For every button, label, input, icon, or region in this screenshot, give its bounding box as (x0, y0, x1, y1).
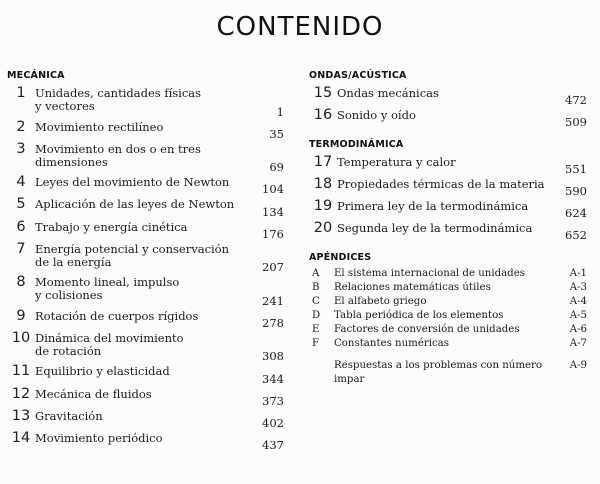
chapter-title-line: de la energía (35, 254, 112, 269)
chapter-title-line: Equilibrio y elasticidad (35, 364, 170, 379)
appendix-letter: B (312, 282, 320, 293)
chapter-number: 15 (313, 85, 333, 101)
chapter-page: 509 (565, 115, 587, 129)
chapter-entry[interactable] (7, 196, 284, 218)
chapter-title-line: Temperatura y calor (337, 155, 456, 169)
chapter-page: 551 (565, 162, 587, 176)
appendix-list (309, 267, 587, 351)
chapter-number: 2 (16, 118, 26, 135)
chapter-title (337, 176, 587, 191)
chapter-entry[interactable] (309, 176, 587, 198)
appendix-page: A-1 (569, 268, 587, 279)
appendix-page: A-4 (569, 296, 587, 307)
chapter-title (337, 220, 587, 235)
chapter-page: 35 (269, 126, 284, 141)
chapter-number: 17 (313, 154, 333, 170)
chapter-number: 3 (16, 140, 26, 157)
chapter-page: 308 (262, 349, 284, 364)
chapter-number: 20 (313, 220, 333, 236)
chapter-page: 590 (565, 184, 587, 198)
chapter-title-line: Leyes del movimiento de Newton (35, 175, 230, 190)
chapter-entry[interactable] (309, 107, 587, 129)
chapter-title (337, 198, 587, 213)
chapter-title (35, 219, 284, 234)
chapter-title (35, 174, 284, 189)
left-column (7, 70, 284, 452)
chapter-title-line: Trabajo y energía cinética (35, 219, 188, 234)
chapter-number: 6 (16, 218, 26, 235)
chapter-number: 9 (16, 307, 26, 324)
chapter-page: 472 (565, 93, 587, 107)
chapter-number: 12 (11, 385, 31, 402)
chapter-entry[interactable] (7, 274, 284, 308)
chapter-title-line: dimensiones (35, 154, 108, 169)
chapter-page: 624 (565, 206, 587, 220)
chapter-entry[interactable] (309, 85, 587, 107)
appendix-title: Factores de conversión de unidades (334, 324, 520, 335)
appendix-entry[interactable] (309, 323, 587, 337)
chapter-title-line: Ondas mecánicas (337, 86, 439, 100)
chapter-number: 5 (16, 196, 26, 213)
chapter-title-line: Movimiento rectilíneo (35, 119, 164, 134)
chapter-entry[interactable] (309, 220, 587, 242)
chapter-number: 10 (11, 329, 31, 346)
chapter-entry[interactable] (7, 330, 284, 364)
chapter-title (35, 330, 284, 358)
answers-page: A-9 (569, 360, 587, 371)
page-title: CONTENIDO (216, 12, 384, 42)
appendix-letter: D (312, 310, 321, 321)
chapter-page: 104 (262, 182, 284, 197)
chapter-list-termodinamica (309, 154, 587, 242)
chapter-entry[interactable] (7, 174, 284, 196)
chapter-title-line: Aplicación de las leyes de Newton (35, 197, 235, 212)
chapter-number: 19 (313, 198, 333, 214)
section-heading-mecanica: MECÁNICA (7, 70, 65, 81)
chapter-entry[interactable] (7, 219, 284, 241)
chapter-number: 16 (313, 107, 333, 123)
chapter-entry[interactable] (7, 308, 284, 330)
chapter-entry[interactable] (7, 141, 284, 175)
chapter-title (35, 119, 284, 134)
chapter-number: 1 (16, 85, 26, 101)
chapter-number: 4 (16, 174, 26, 191)
chapter-title (35, 274, 284, 302)
chapter-list-mecanica (7, 85, 284, 452)
chapter-number: 18 (313, 176, 333, 192)
chapter-title-line: Movimiento periódico (35, 431, 163, 445)
appendix-page: A-7 (569, 338, 587, 349)
chapter-page: 176 (262, 226, 284, 241)
chapter-title (35, 386, 284, 401)
chapter-title-line: Momento lineal, impulso (35, 275, 180, 290)
chapter-title (35, 363, 284, 378)
appendix-letter: E (312, 324, 320, 335)
chapter-page: 207 (262, 260, 284, 275)
chapter-entry[interactable] (7, 363, 284, 385)
chapter-title-line: Mecánica de fluidos (35, 386, 152, 401)
answers-entry[interactable] (309, 359, 587, 387)
chapter-page: 437 (262, 438, 284, 453)
appendix-page: A-3 (569, 282, 587, 293)
section-heading-termodinamica: TERMODINÁMICA (309, 139, 404, 150)
chapter-title-line: Sonido y oído (337, 108, 416, 122)
chapter-entry[interactable] (7, 119, 284, 141)
chapter-page: 278 (262, 315, 284, 330)
chapter-number: 14 (11, 430, 31, 446)
appendix-entry[interactable] (309, 337, 587, 351)
chapter-title (337, 107, 587, 122)
chapter-title-line: y vectores (35, 99, 95, 113)
chapter-number: 11 (11, 363, 31, 380)
chapter-title-line: Dinámica del movimiento (35, 330, 184, 345)
section-heading-ondas: ONDAS/ACÚSTICA (309, 70, 407, 81)
chapter-number: 13 (11, 407, 31, 424)
appendix-letter: F (312, 338, 320, 349)
chapter-entry[interactable] (7, 85, 284, 119)
appendix-entry[interactable] (309, 295, 587, 309)
chapter-page: 69 (269, 160, 284, 175)
chapter-title-line: Unidades, cantidades físicas (35, 86, 202, 100)
appendix-title: Relaciones matemáticas útiles (334, 282, 491, 293)
appendix-title: Constantes numéricas (334, 338, 449, 349)
chapter-entry[interactable] (7, 386, 284, 408)
chapter-title (35, 430, 284, 445)
chapter-page: 402 (262, 416, 284, 430)
right-column (309, 70, 587, 387)
appendix-entry[interactable] (309, 281, 587, 295)
chapter-title-line: de rotación (35, 343, 102, 358)
appendix-entry[interactable] (309, 267, 587, 281)
chapter-title-line: Propiedades térmicas de la materia (337, 177, 545, 191)
chapter-title (35, 241, 284, 269)
appendix-title: Tabla periódica de los elementos (334, 310, 504, 321)
chapter-title-line: Movimiento en dos o en tres (35, 141, 201, 156)
chapter-title-line: Energía potencial y conservación (35, 241, 230, 256)
chapter-entry[interactable] (7, 408, 284, 430)
appendix-title: El sistema internacional de unidades (334, 268, 525, 279)
answers-title: Respuestas a los problemas con número impar (334, 360, 543, 385)
chapter-page: 134 (262, 204, 284, 219)
appendix-page: A-5 (569, 310, 587, 321)
appendix-letter: C (312, 296, 320, 307)
chapter-entry[interactable] (309, 198, 587, 220)
chapter-page: 241 (262, 293, 284, 308)
chapter-page: 1 (276, 104, 284, 119)
appendix-page: A-6 (569, 324, 587, 335)
chapter-title (35, 141, 284, 169)
chapter-number: 8 (16, 274, 26, 291)
chapter-entry[interactable] (7, 430, 284, 452)
appendix-entry[interactable] (309, 309, 587, 323)
chapter-title (35, 408, 284, 423)
chapter-title-line: Gravitación (35, 408, 103, 423)
chapter-title-line: y colisiones (35, 288, 103, 303)
chapter-number: 7 (16, 240, 26, 257)
chapter-title-line: Rotación de cuerpos rígidos (35, 308, 199, 323)
appendix-title: El alfabeto griego (334, 296, 427, 307)
chapter-title (337, 85, 587, 100)
chapter-title-line: Primera ley de la termodinámica (337, 199, 529, 213)
chapter-title (35, 85, 284, 113)
chapter-entry[interactable] (7, 241, 284, 275)
chapter-list-ondas (309, 85, 587, 129)
chapter-title (35, 196, 284, 211)
chapter-page: 344 (262, 371, 284, 386)
section-heading-apendices: APÉNDICES (309, 252, 372, 263)
chapter-title (35, 308, 284, 323)
chapter-title-line: Segunda ley de la termodinámica (337, 221, 533, 235)
chapter-entry[interactable] (309, 154, 587, 176)
chapter-title (337, 154, 587, 169)
appendix-letter: A (312, 268, 320, 279)
chapter-page: 373 (262, 393, 284, 408)
chapter-page: 652 (565, 228, 587, 242)
